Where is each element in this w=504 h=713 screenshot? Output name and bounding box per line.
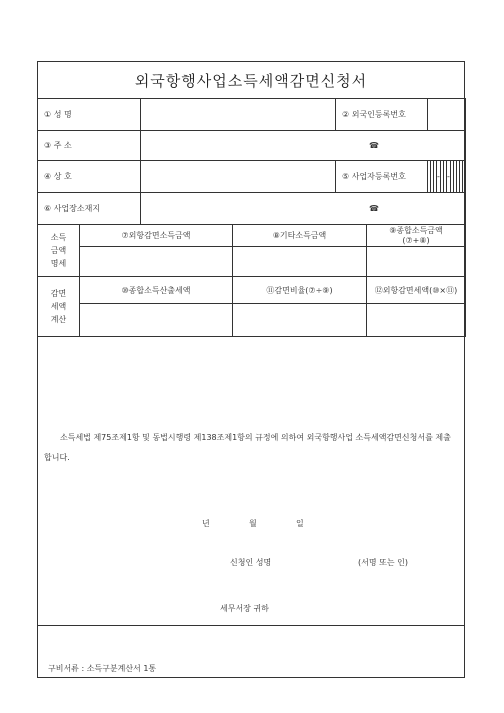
form-grid: [37, 98, 466, 337]
income-exempt-value-cell[interactable]: [80, 247, 233, 277]
trade-name-label: ④ 상 호: [38, 161, 141, 193]
address-phone-icon[interactable]: ☎: [141, 131, 466, 161]
name-value-cell[interactable]: [141, 99, 336, 131]
tax-col-exempt: ⑫외항감면세액(⑩×⑪): [367, 277, 466, 304]
date-day[interactable]: 일: [296, 519, 304, 528]
date-month[interactable]: 월: [249, 519, 257, 528]
income-section-label: 소득 금액 명세: [38, 225, 80, 277]
foreign-reg-value-cell[interactable]: [428, 99, 465, 130]
signature-note[interactable]: (서명 또는 인): [358, 558, 408, 567]
tax-computed-value-cell[interactable]: [80, 304, 233, 337]
biz-reg-separator: -: [436, 161, 440, 192]
foreign-reg-label: ② 외국인등록번호: [336, 99, 428, 130]
income-total-value-cell[interactable]: [367, 247, 466, 277]
applicant-name-label: 신청인 성명: [230, 558, 272, 567]
workplace-phone-icon[interactable]: ☎: [141, 193, 466, 225]
income-other-value-cell[interactable]: [233, 247, 367, 277]
attachments-note: 구비서류 : 소득구분계산서 1통: [48, 664, 157, 673]
name-label: ① 성 명: [38, 99, 141, 131]
tax-col-computed: ⑩종합소득산출세액: [80, 277, 233, 304]
income-col-total: ⑨종합소득금액 (⑦+⑧): [367, 225, 466, 247]
income-col-other: ⑧기타소득금액: [233, 225, 367, 247]
trade-name-value-cell[interactable]: [141, 161, 336, 193]
tax-ratio-value-cell[interactable]: [233, 304, 367, 337]
tax-exempt-value-cell[interactable]: [367, 304, 466, 337]
form-title: 외국항행사업소득세액감면신청서: [134, 71, 368, 90]
income-col-exempt: ⑦외항감면소득금액: [80, 225, 233, 247]
date-year[interactable]: 년: [202, 519, 210, 528]
address-label: ③ 주 소: [38, 131, 141, 161]
tax-col-ratio: ⑪감면비율(⑦÷⑨): [233, 277, 367, 304]
declaration-statement: 소득세법 제75조제1항 및 동법시행령 제138조제1항의 규정에 의하여 외국항행사업 소득세액감면신청서를 제출합니다.: [44, 433, 451, 462]
biz-reg-separator: -: [446, 161, 450, 192]
form-frame: [37, 61, 465, 678]
workplace-label: ⑥ 사업장소재지: [38, 193, 141, 225]
biz-reg-digit-boxes[interactable]: [428, 161, 465, 192]
biz-reg-label: ⑤ 사업자등록번호: [336, 161, 428, 192]
digit-box: [462, 161, 465, 192]
declaration-area: [38, 364, 464, 626]
addressee: 세무서장 귀하: [220, 604, 269, 613]
tax-section-label: 감면 세액 계산: [38, 277, 80, 337]
